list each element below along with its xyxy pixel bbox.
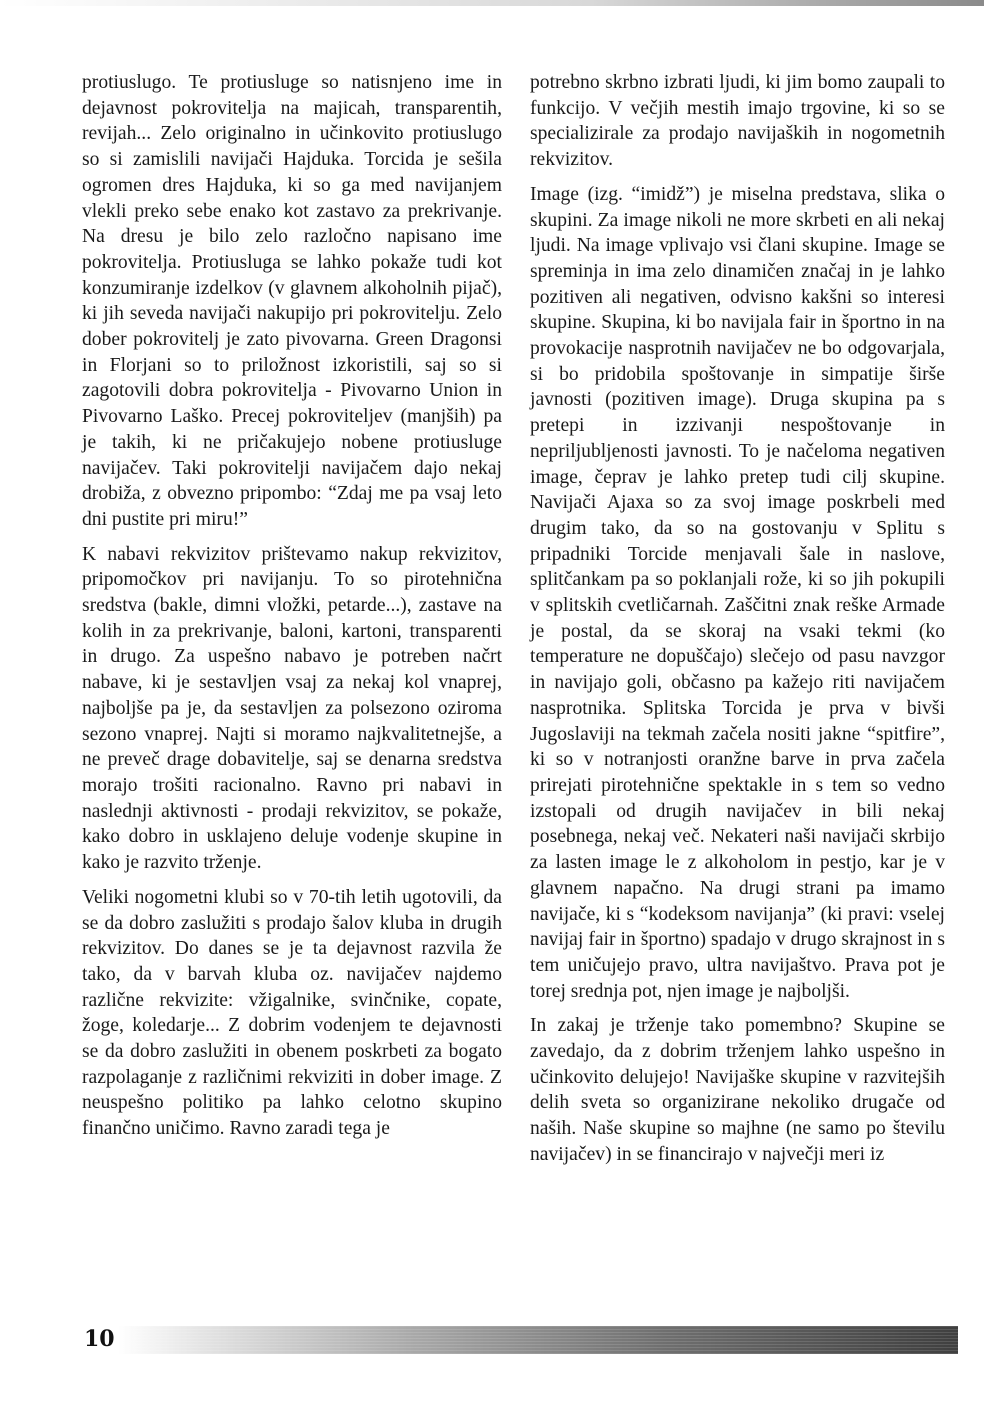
paragraph-sponsorship: protiuslugo. Te protiusluge so natisnjeno ime in dejavnost pokrovitelja na majicah, transparentih, revijah... Zelo originalno in učinkovito protiuslugo so si zamislili navijači Hajduka. Torcida je sešila ogromen dres Hajduka, ki so ga med navijanjem vlekli preko sebe enako kot zastavo za prekrivanje. Na dresu je bilo zelo razločno napisano ime pokrovitelja. Protiusluga se lahko pokaže tudi kot konzumiranje izdelkov (v glavnem alkoholnih pijač), ki jih seveda navijači nakupijo pri pokrovitelju. Zelo dober pokrovitelj je zato pivovarna. Green Dragonsi in Florjani so to priložnost izkoristili, saj so si zagotovili dobra pokrovitelja - Pivovarno Union in Pivovarno Laško. Precej pokroviteljev (manjših) pa je takih, ki ne pričakujejo nobene protiusluge navijačev. Taki pokrovitelji navijačem dajo nekaj drobiža, z obvezno pripombo: “Zdaj me pa vsaj leto dni pustite pri miru!” bbox=[82, 72, 502, 530]
paragraph-specialized-shops: potrebno skrbno izbrati ljudi, ki jim bomo zaupali to funkcijo. V večjih mestih imajo trgovine, ki so se specializirale za prodajo navijaških in nogometnih rekvizitov. bbox=[530, 72, 945, 171]
paragraph-merchandise-sales: Veliki nogometni klubi so v 70-tih letih ugotovili, da se da dobro zaslužiti s prodajo šalov kluba in drugih rekvizitov. Do danes se je ta dejavnost razvila že tako, da v barvah kluba oz. navijačev najdemo različne rekvizite: vžigalnike, svinčnike, copate, žoge, koledarje... Z dobrim vodenjem te dejavnosti se da dobro zaslužiti in obenem poskrbeti za bogato razpolaganje z različnimi rekviziti in dober image. Z neuspešno politiko pa lahko celotno skupino finančno uničimo. Ravno zaradi tega je bbox=[82, 886, 502, 1140]
footer-gradient-bar bbox=[118, 1326, 958, 1354]
paragraph-image: Image (izg. “imidž”) je miselna predstava, slika o skupini. Za image nikoli ne more skrbeti en ali nekaj ljudi. Na image vplivajo vsi člani skupine. Image se spreminja in ima zelo dinamičen značaj in je lahko pozitiven ali negativen, odvisno kakšni so interesi skupine. Skupina, ki bo navijala fair in športno in na provokacije nasprotnih navijačev ne bo odgovarjala, si bo pridobila spoštovanje in simpatije širše javnosti (pozitiven image). Druga skupina pa s pretepi in izzivanji nespoštovanje in nepriljubljenosti javnosti. To je načeloma negativen image, čeprav je lahko pretep tudi cilj skupine. Navijači Ajaxa so za svoj image poskrbeli med drugim tako, da so na gostovanju v Splitu s pripadniki Torcide menjavali šale in naslove, splitčankam pa so poklanjali rože, ki so jih pokupili v splitskih cvetličarnah. Zaščitni znak reške Armade je postal, da se skoraj na vsaki tekmi (ko temperature ne dopuščajo) slečejo od pasu navzgor in navijajo goli, občasno pa kažejo riti navijačem nasprotnika. Splitska Torcida je prva v bivši Jugoslaviji na tekmah začela nositi jakne “spitfire”, ki so v notranjosti oranžne barve in prva začela prirejati pirotehnične spektakle in s tem so vedno izstopali od drugih navijačev in bili nekaj posebnega, nekaj več. Nekateri naši navijači skrbijo za lasten image le z alkoholom in pestjo, kar je v glavnem napačno. Na drugi strani pa imamo navijače, ki s “kodeksom navijanja” (ki pravi: vselej navijaj fair in športno) spadajo v drugo skrajnost in s tem uničujejo pravo, ultra navijaštvo. Prava pot je torej srednja pot, njen image je najboljši. bbox=[530, 183, 945, 1002]
left-column bbox=[82, 70, 502, 1151]
page-number: 10 bbox=[84, 1326, 115, 1352]
page-top-rule bbox=[0, 0, 984, 6]
paragraph-requisites-purchase: K nabavi rekvizitov prištevamo nakup rekvizitov, pripomočkov pri navijanju. To so pirotehnična sredstva (bakle, dimni vložki, petarde...), zastave na kolih in za prekrivanje, baloni, kartoni, transparenti in drugo. Za uspešno nabavo je potreben načrt nabave, ki je sestavljen vsaj za nekaj kol vnaprej, najboljše pa je, da sestavljen za polsezono oziroma sezono vnaprej. Najti si moramo najkvalitetnejše, a ne preveč drage dobavitelje, saj se denarna sredstva morajo trošiti racionalno. Ravno pri nabavi in naslednji aktivnosti - prodaji rekvizitov, se pokaže, kako dobro in usklajeno deluje vodenje skupine in kako je razvito trženje. bbox=[82, 543, 502, 874]
paragraph-marketing-importance: In zakaj je trženje tako pomembno? Skupine se zavedajo, da z dobrim trženjem lahko uspešno in učinkovito delujejo! Navijaške skupine v razvitejših delih sveta so organizirane nekoliko drugače od naših. Naše skupine so majhne (ne samo po številu navijačev) in se financirajo v največji meri iz bbox=[530, 1015, 945, 1165]
page-footer bbox=[60, 1320, 960, 1360]
right-column bbox=[530, 70, 945, 1177]
